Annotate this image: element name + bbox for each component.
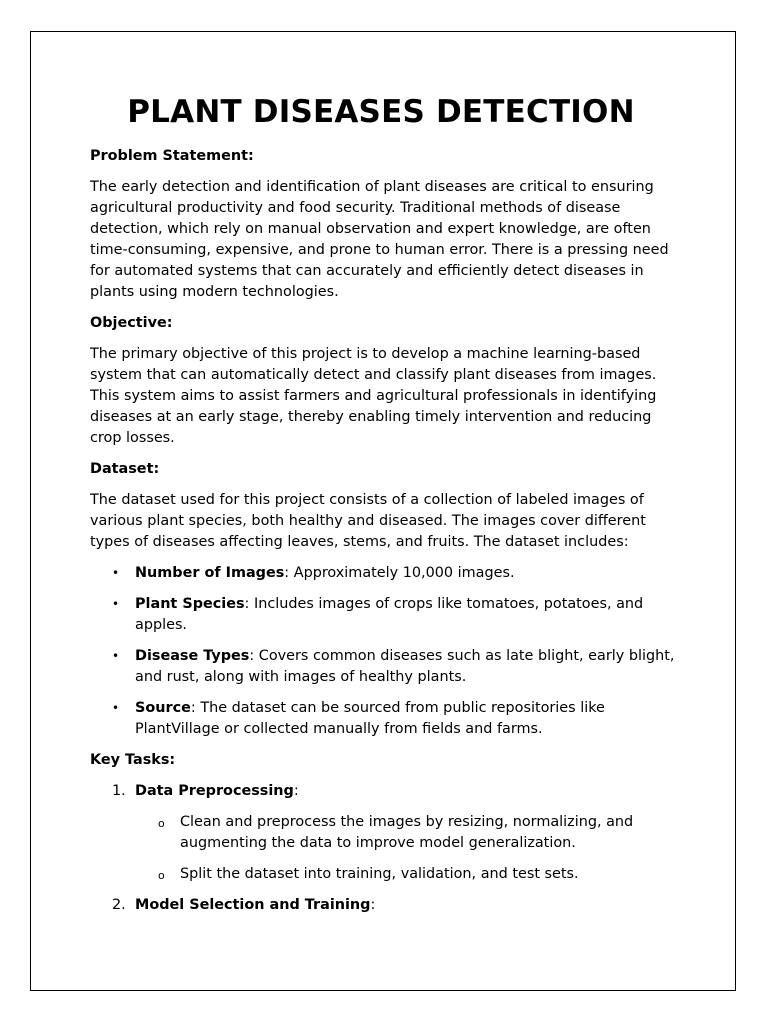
bullet-icon: • (112, 649, 120, 663)
circle-bullet-icon: o (158, 869, 165, 882)
item-text: : Approximately 10,000 images. (284, 565, 515, 581)
list-item (90, 594, 680, 636)
list-item (90, 698, 680, 740)
tasks-heading: Key Tasks: (90, 752, 176, 768)
subtask-text: Split the dataset into training, validation, and test sets. (180, 866, 579, 882)
circle-bullet-icon: o (158, 817, 165, 830)
task-item (90, 895, 680, 916)
item-text: : Covers common diseases such as late blight, early blight, and rust, along with images of healthy plants. (135, 648, 675, 685)
objective-text: The primary objective of this project is to develop a machine learning-based system that can automatically detect and classify plant diseases from images. This system aims to assist farmers and agricultural professionals in identifying diseases at an early stage, thereby enabling timely intervention and reducing crop losses. (90, 346, 657, 446)
dataset-heading: Dataset: (90, 461, 160, 477)
dataset-text: The dataset used for this project consists of a collection of labeled images of various plant species, both healthy and diseased. The images cover different types of diseases affecting leaves, stems, and fruits. The dataset includes: (90, 492, 646, 550)
problem-heading: Problem Statement: (90, 148, 254, 164)
item-label: Number of Images (135, 565, 285, 581)
subtask-text: Clean and preprocess the images by resizing, normalizing, and augmenting the data to improve model generalization. (180, 814, 634, 851)
document-body (90, 90, 680, 916)
item-text: : The dataset can be sourced from public repositories like PlantVillage or collected manually from fields and farms. (135, 700, 605, 737)
subtask-item (135, 864, 680, 885)
bullet-icon: • (112, 701, 120, 715)
task-number: 2. (112, 897, 126, 913)
task-item (90, 781, 680, 885)
list-item (90, 563, 680, 584)
dataset-list (90, 563, 680, 740)
task-number: 1. (112, 783, 126, 799)
bullet-icon: • (112, 597, 120, 611)
subtask-list (135, 812, 680, 885)
problem-text: The early detection and identification of plant diseases are critical to ensuring agricultural productivity and food security. Traditional methods of disease detection, which rely on manual observation and expert knowledge, are often time-consuming, expensive, and prone to human error. There is a pressing need for automated systems that can accurately and efficiently detect diseases in plants using modern technologies. (90, 179, 669, 300)
page-title: PLANT DISEASES DETECTION (127, 94, 635, 130)
subtask-item (135, 812, 680, 854)
task-suffix: : (370, 897, 376, 913)
item-label: Plant Species (135, 596, 245, 612)
tasks-list (90, 781, 680, 916)
task-suffix: : (293, 783, 299, 799)
bullet-icon: • (112, 566, 120, 580)
task-label: Model Selection and Training (135, 897, 371, 913)
list-item (90, 646, 680, 688)
item-text: : Includes images of crops like tomatoes, potatoes, and apples. (135, 596, 644, 633)
item-label: Source (135, 700, 191, 716)
item-label: Disease Types (135, 648, 250, 664)
objective-heading: Objective: (90, 315, 173, 331)
task-label: Data Preprocessing (135, 783, 294, 799)
